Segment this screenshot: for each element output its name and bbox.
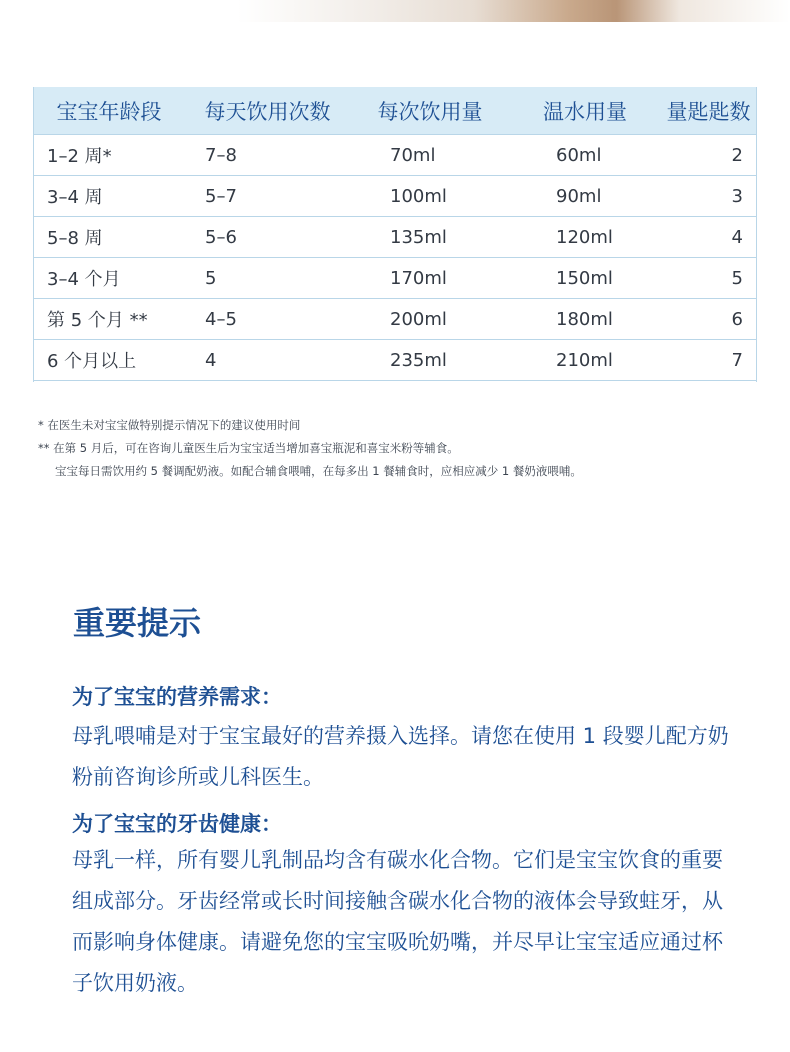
cell-age: 6 个月以上	[33, 340, 185, 381]
cell-amount: 70ml	[350, 135, 510, 176]
header-amount-per-feed: 每次饮用量	[350, 87, 510, 135]
header-photo-strip	[0, 0, 790, 22]
cell-amount: 235ml	[350, 340, 510, 381]
cell-water: 180ml	[510, 299, 660, 340]
cell-times: 5–7	[185, 176, 350, 217]
footnote-3: 宝宝每日需饮用约 5 餐调配奶液。如配合辅食喂哺，在每多出 1 餐辅食时，应相应减少 1 餐奶液喂哺。	[55, 464, 582, 478]
cell-times: 5	[185, 258, 350, 299]
dental-text: 母乳一样，所有婴儿乳制品均含有碳水化合物。它们是宝宝饮食的重要组成部分。牙齿经常或长时间接触含碳水化合物的液体会导致蛀牙，从而影响身体健康。请避免您的宝宝吸吮奶嘴，并尽早让宝宝适应通过杯子饮用奶液。	[72, 848, 723, 995]
cell-times: 4	[185, 340, 350, 381]
cell-age: 第 5 个月 **	[33, 299, 185, 340]
footnote-2: ** 在第 5 月后，可在咨询儿童医生后为宝宝适当增加喜宝瓶泥和喜宝米粉等辅食。	[38, 441, 459, 455]
feeding-table	[33, 87, 757, 381]
nutrition-text: 母乳喂哺是对于宝宝最好的营养摄入选择。请您在使用 1 段婴儿配方奶粉前咨询诊所或儿科医生。	[72, 724, 729, 789]
table-row	[33, 258, 757, 299]
cell-amount: 170ml	[350, 258, 510, 299]
cell-water: 60ml	[510, 135, 660, 176]
header-times-per-day: 每天饮用次数	[185, 87, 350, 135]
table-row	[33, 176, 757, 217]
footnote-1: * 在医生未对宝宝做特别提示情况下的建议使用时间	[38, 418, 301, 432]
footnotes	[38, 414, 582, 483]
table-row	[33, 217, 757, 258]
table-row	[33, 340, 757, 381]
cell-water: 150ml	[510, 258, 660, 299]
header-scoops: 量匙匙数	[660, 87, 757, 135]
cell-scoops: 6	[660, 299, 757, 340]
nutrition-heading: 为了宝宝的营养需求：	[72, 685, 282, 709]
cell-water: 210ml	[510, 340, 660, 381]
important-tips-title: 重要提示	[73, 604, 202, 642]
cell-amount: 135ml	[350, 217, 510, 258]
cell-times: 4–5	[185, 299, 350, 340]
header-warm-water: 温水用量	[510, 87, 660, 135]
cell-scoops: 2	[660, 135, 757, 176]
cell-age: 1–2 周*	[33, 135, 185, 176]
cell-water: 90ml	[510, 176, 660, 217]
cell-amount: 200ml	[350, 299, 510, 340]
table-row	[33, 135, 757, 176]
cell-scoops: 7	[660, 340, 757, 381]
cell-scoops: 5	[660, 258, 757, 299]
cell-age: 5–8 周	[33, 217, 185, 258]
cell-times: 5–6	[185, 217, 350, 258]
cell-times: 7–8	[185, 135, 350, 176]
cell-water: 120ml	[510, 217, 660, 258]
cell-amount: 100ml	[350, 176, 510, 217]
table-header-row	[33, 87, 757, 135]
cell-age: 3–4 周	[33, 176, 185, 217]
cell-scoops: 3	[660, 176, 757, 217]
table-row	[33, 299, 757, 340]
header-age: 宝宝年龄段	[33, 87, 185, 135]
cell-scoops: 4	[660, 217, 757, 258]
dental-heading: 为了宝宝的牙齿健康：	[72, 812, 282, 836]
cell-age: 3–4 个月	[33, 258, 185, 299]
